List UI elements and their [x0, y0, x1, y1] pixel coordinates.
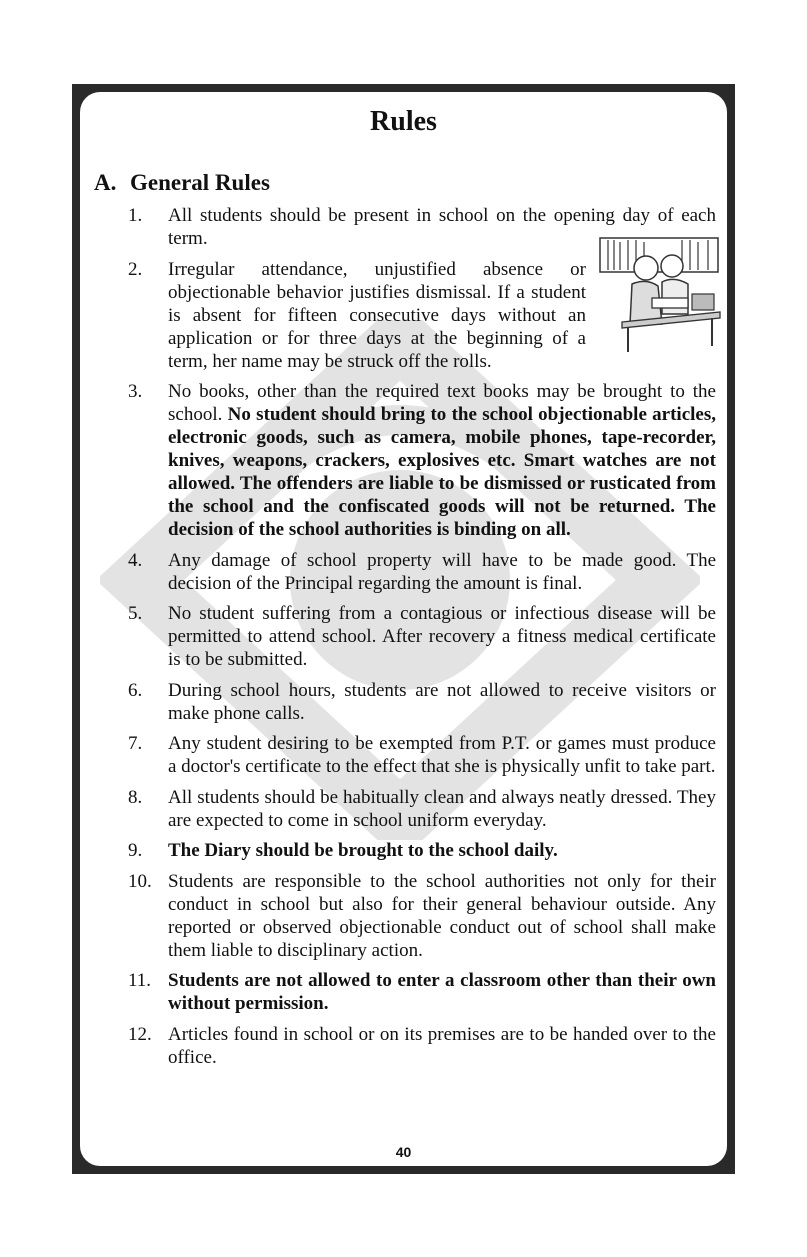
rule-text: During school hours, students are not allowed to receive visitors or make phone calls. — [168, 679, 716, 724]
rule-text: All students should be present in school on the opening day of each term. — [168, 205, 716, 249]
rule-text — [168, 381, 716, 540]
rule-text: The Diary should be brought to the school daily. — [168, 840, 558, 861]
rule-item-9 — [128, 839, 716, 862]
rule-item-1 — [128, 204, 716, 250]
rule-number: 9. — [128, 840, 143, 861]
rule-text: Irregular attendance, unjustified absence or objectionable behavior justifies dismissal. If a student is absent for fifteen consecutive days without an application or for three days at the beginning of a term, her name may be struck off the rolls. — [168, 258, 586, 372]
rule-number: 11. — [128, 970, 152, 991]
rule-text: No student suffering from a contagious or infectious disease will be permitted to attend school. After recovery a fitness medical certificate is to be submitted. — [168, 603, 716, 670]
rule-text: All students should be habitually clean and always neatly dressed. They are expected to come in school uniform everyday. — [168, 786, 716, 831]
section-letter: A. — [94, 170, 117, 195]
rule-item-12 — [128, 1023, 716, 1069]
rule-item-10 — [128, 870, 716, 962]
rule-item-6 — [128, 679, 716, 725]
rule-number: 12. — [128, 1023, 152, 1045]
rule-text: Students are responsible to the school authorities not only for their conduct in school but also for their general behaviour outside. Any reported or observed objectionable conduct out of school shall make them liable to disciplinary action. — [168, 870, 716, 961]
rule-text: Any student desiring to be exempted from P.T. or games must produce a doctor's certificate to the effect that she is physically unfit to take part. — [168, 733, 716, 777]
rule-text: Articles found in school or on its premises are to be handed over to the office. — [168, 1023, 716, 1068]
rule-item-5 — [128, 602, 716, 671]
rule-number: 7. — [128, 733, 143, 754]
rule-number: 4. — [128, 549, 143, 571]
rules-list — [128, 204, 716, 1076]
rule-item-7 — [128, 732, 716, 778]
rule-text-bold: No student should bring to the school objectionable articles, electronic goods, such as camera, mobile phones, tape-recorder, knives, weapons, crackers, explosives etc. Smart watches are not allowed. The offenders are liable to be dismissed or rusticated from the school and the confiscated goods will not be returned. The decision of the school authorities is binding on all. — [168, 404, 716, 540]
rule-item-3 — [128, 380, 716, 541]
rule-item-2 — [128, 258, 716, 373]
rule-number: 10. — [128, 870, 152, 892]
rule-number: 5. — [128, 603, 143, 624]
rule-number: 8. — [128, 786, 143, 808]
rule-number: 1. — [128, 205, 143, 226]
section-heading — [94, 170, 270, 196]
rule-item-8 — [128, 786, 716, 832]
rule-item-4 — [128, 549, 716, 595]
section-title: General Rules — [130, 170, 270, 195]
rule-number: 6. — [128, 679, 143, 701]
page-title: Rules — [370, 106, 437, 137]
rule-item-11 — [128, 969, 716, 1015]
rule-text-plain: No books, other than the required text books may be brought to the school. — [168, 381, 716, 425]
rule-number: 3. — [128, 381, 143, 402]
rule-text: Any damage of school property will have to be made good. The decision of the Principal regarding the amount is final. — [168, 549, 716, 594]
rule-text: Students are not allowed to enter a classroom other than their own without permission. — [168, 970, 716, 1014]
page-number: 40 — [395, 1144, 412, 1160]
rule-number: 2. — [128, 258, 143, 280]
